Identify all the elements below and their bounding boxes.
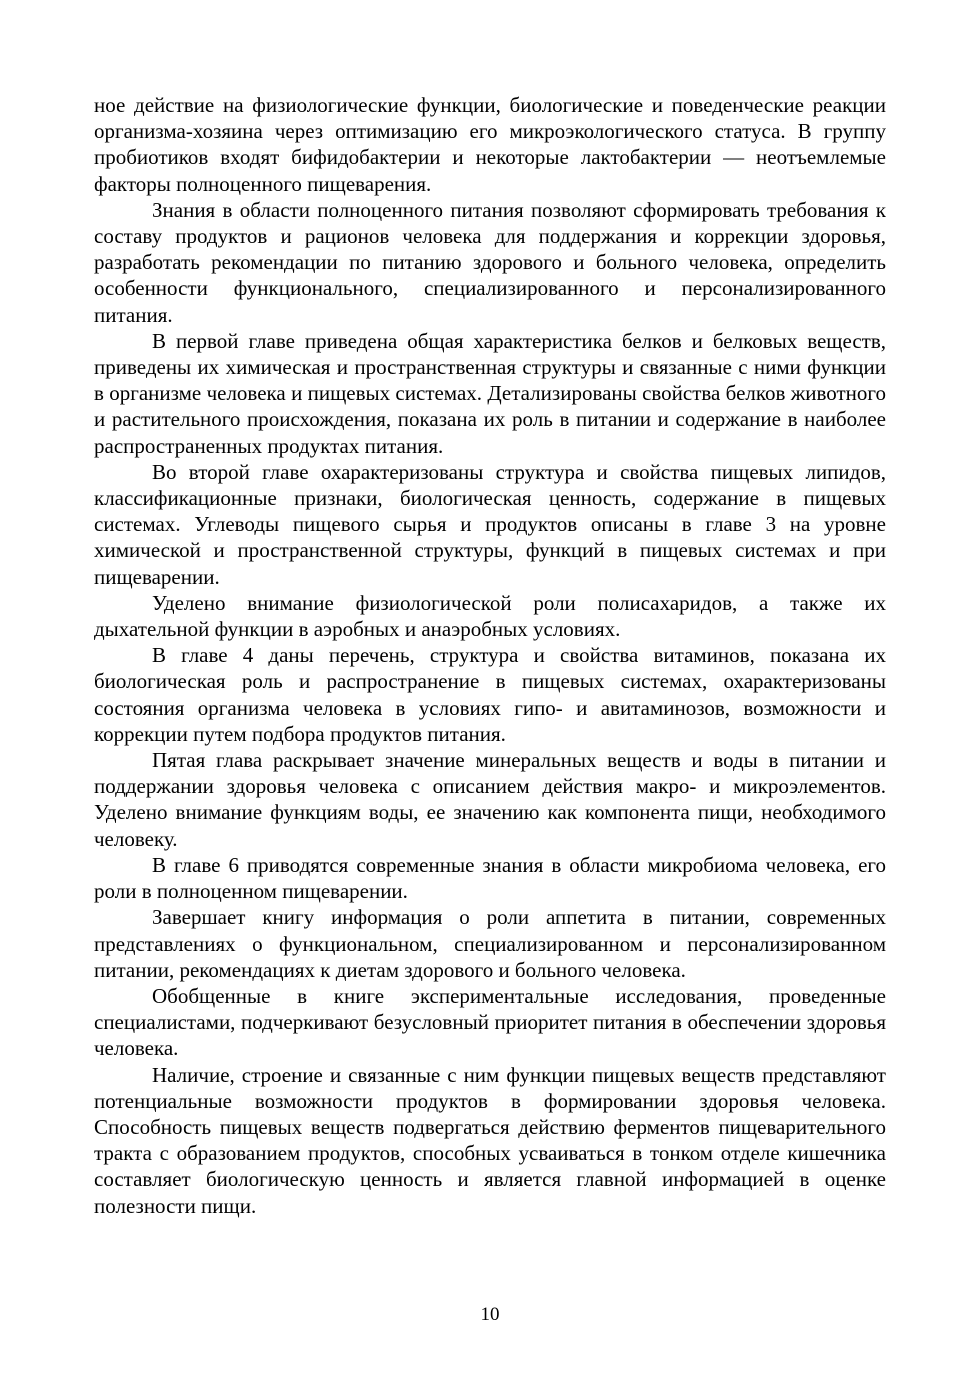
paragraph-appetite: Завершает книгу информация о роли аппетита в питании, современных представлениях о функциональном, специализированном и персонализированном питании, рекомендациях к диетам здорового и больного человека. [94,905,886,982]
paragraph-chapter-2-3-lipids-carbohydrates: Во второй главе охарактеризованы структура и свойства пищевых липидов, классификационные признаки, биологическая ценность, содержание в пищевых системах. Углеводы пищевого сырья и продуктов описаны в главе 3 на уровне химической и пространственной структуры, функций в пищевых системах и при пищеварении. [94,459,886,589]
paragraph-chapter-1-proteins: В первой главе приведена общая характеристика белков и белковых веществ, приведены их химическая и пространственная структуры и связанные с ними функции в организме человека и пищевых системах. Детализированы свойства белков животного и растительного происхождения, показана их роль в питании и содержание в наиболее распространенных продуктах питания. [94,328,886,458]
paragraph-chapter-4-vitamins: В главе 4 даны перечень, структура и свойства витаминов, показана их биологическая роль и распространение в пищевых системах, охарактеризованы состояния организма человека в условиях гипо- и авитаминозов, возможности и коррекции путем подбора продуктов питания. [94,643,886,746]
paragraph-research-summary: Обобщенные в книге экспериментальные исследования, проведенные специалистами, подчеркивают безусловный приоритет питания в обеспечении здоровья человека. [94,983,886,1061]
paragraph-chapter-5-minerals-water: Пятая глава раскрывает значение минеральных веществ и воды в питании и поддержании здоровья человека с описанием действия макро- и микроэлементов. Уделено внимание функциям воды, ее значению как компонента пищи, необходимого человеку. [94,748,886,851]
page-number: 10 [480,1304,500,1325]
paragraph-biological-value: Наличие, строение и связанные с ним функции пищевых веществ представляют потенциальные возможности продуктов в формировании здоровья человека. Способность пищевых веществ подвергаться действию ферментов пищеварительного тракта с образованием продуктов, способных усваиваться в тонком отделе кишечника составляет биологическую ценность и является главной информацией в оценке полезности пищи. [94,1062,886,1218]
paragraph-probiotics: ное действие на физиологические функции, биологические и поведенческие реакции организма-хозяина через оптимизацию его микроэкологического статуса. В группу пробиотиков входят бифидобактерии и некоторые лактобактерии — неотъемлемые факторы полноценного пищеварения. [94,93,886,196]
document-body [94,92,886,1219]
paragraph-chapter-6-microbiome: В главе 6 приводятся современные знания в области микробиома человека, его роли в полноценном пищеварении. [94,852,886,904]
paragraph-nutrition-knowledge: Знания в области полноценного питания позволяют сформировать требования к составу продуктов и рационов человека для поддержания и коррекции здоровья, разработать рекомендации по питанию здорового и больного человека, определить особенности функционального, специализированного и персонализированного питания. [94,197,886,327]
paragraph-polysaccharides: Уделено внимание физиологической роли полисахаридов, а также их дыхательной функции в аэробных и анаэробных условиях. [94,590,886,642]
